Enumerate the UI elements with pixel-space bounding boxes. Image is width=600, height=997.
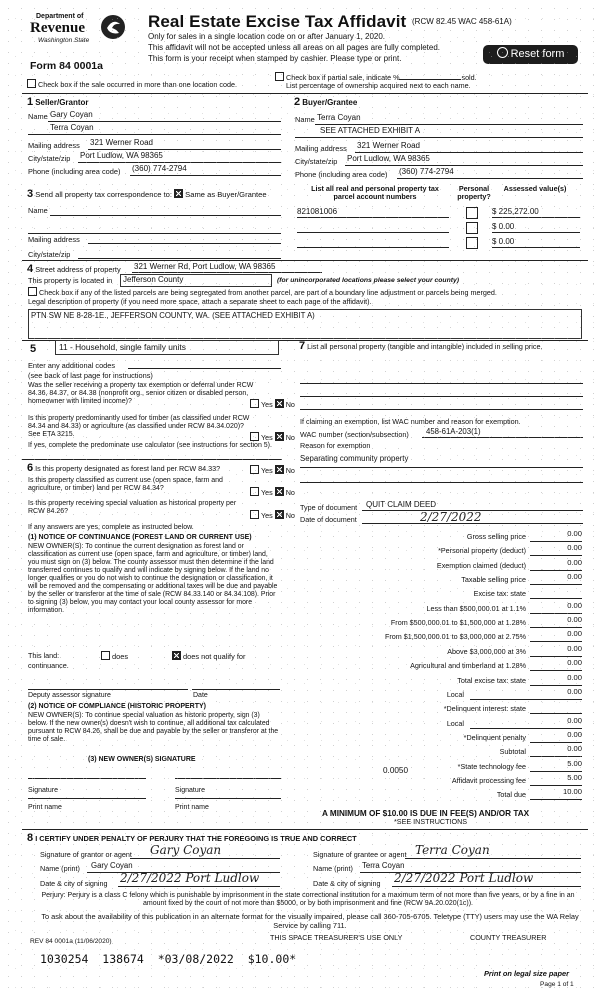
additional-codes-note: (see back of last page for instructions) <box>28 371 153 380</box>
sec5-q2-yes-checkbox[interactable] <box>250 432 259 441</box>
owner-print2-field[interactable] <box>175 790 281 799</box>
grantor-date-field[interactable] <box>118 872 280 887</box>
dept-line2: Revenue <box>30 20 85 36</box>
sec6-if-any: If any answers are yes, complete as instructed below. <box>28 524 194 531</box>
partial-sale-checkbox[interactable] <box>275 72 284 81</box>
street-value: 321 Werner Rd, Port Ludlow, WA 98365 <box>134 262 276 271</box>
section-6-number: 6 <box>27 462 34 474</box>
seller-mail-value: 321 Werner Road <box>90 138 153 147</box>
notice-1-text: NEW OWNER(S): To continue the current designation as forest land or classification as current use (open space, farm and agriculture, or timber) land, you must sign on (3) below. The county assessor must then determine if the land transferred continues to qualify and will indicate by signing below. If the land no longer qualifies or you do not wish to continue the designation or classification, it will be removed and the compensating or additional taxes will be due and payable by the seller or transferor at the time of sale (RCW 84.33.140 or 84.34.108). Prior to signing (3) below, you may contact your local county assessor for more information. <box>28 543 278 614</box>
perjury-notice: Perjury: Perjury is a class C felony which is punishable by imprisonment in the state correctional institution for a maximum term of not more than five years, or by a fine in an amount fixed by the court of not more than $5000, or by both imprisonment and fine (RCW 9A.20.020(1c)). <box>41 892 575 908</box>
same-as-buyer-label: Same as Buyer/Grantee <box>185 190 267 199</box>
sec6-q3-no-checkbox[interactable] <box>275 510 284 519</box>
no-label: No <box>285 400 295 409</box>
personal-property2-field[interactable] <box>300 388 583 397</box>
legal-label: Legal description of property (if you need more space, attach a separate sheet to each page of the affidavit). <box>28 297 372 306</box>
partial-sale-note: List percentage of ownership acquired next to each name. <box>286 81 471 90</box>
revision-label: REV 84 0001a (11/06/2020) <box>30 938 112 945</box>
reason-label: Reason for exemption <box>300 441 371 450</box>
minimum-due-note: A MINIMUM OF $10.00 IS DUE IN FEE(S) AND/OR TAX <box>322 809 530 818</box>
seller-name1-value: Gary Coyan <box>50 110 93 119</box>
segregated-text: Check box if any of the listed parcels are being segregated from another parcel, are part of a boundary line adjustment or parcels being merged. <box>39 288 497 297</box>
buyer-mail-label: Mailing address <box>295 144 347 153</box>
sec5-q2-yesno <box>250 432 295 442</box>
tax-row-label: Exemption claimed (deduct) <box>436 561 526 570</box>
assessed-value: $ 225,272.00 <box>492 207 539 216</box>
tax-row-label: Subtotal <box>499 747 526 756</box>
this-land-label: This land: <box>28 651 60 660</box>
grantee-signature: Terra Coyan <box>415 843 490 857</box>
reason2-field[interactable] <box>300 481 583 483</box>
dept-line3: Washington State <box>38 37 90 44</box>
wac-value: 458-61A-203(1) <box>426 427 481 436</box>
sec3-heading <box>27 188 267 201</box>
street-field[interactable] <box>132 262 322 273</box>
doc-date-field[interactable] <box>362 511 583 524</box>
grantor-date-label: Date & city of signing <box>40 879 108 888</box>
treasurer-stamp: 1030254 138674 *03/08/2022 $10.00* <box>40 952 297 966</box>
tax-row-value[interactable]: 0.00 <box>530 731 582 743</box>
header-line3-text: This form is your receipt when stamped by cashier. Please type or print. <box>148 54 402 63</box>
tax-row-value[interactable]: 0.00 <box>470 688 582 700</box>
tax-row-value[interactable]: 10.00 <box>530 788 582 800</box>
grantee-name-value: Terra Coyan <box>362 861 405 870</box>
sec6-q1-yesno <box>250 465 295 475</box>
grantor-signature-field[interactable] <box>130 844 280 859</box>
section-5-number: 5 <box>30 343 37 355</box>
tax-row-value[interactable] <box>530 587 582 599</box>
buyer-heading <box>294 96 357 109</box>
multi-location-row <box>27 79 237 89</box>
additional-codes-label: Enter any additional codes <box>28 361 116 370</box>
notice-2-text: NEW OWNER(S): To continue special valuation as historic property, sign (3) below. If the new owner(s) doesn't wish to continue, all additional tax calculated pursuant to RCW 84.26, shall be due and payable by the seller or transferor at the time of sale. <box>28 712 279 743</box>
doc-date-value: 2/27/2022 <box>420 510 482 524</box>
sec5-q2: Is this property predominantly used for timber (as classified under RCW 84.34 and 84.33) or agriculture (as classified under RCW 84.34.020)? See ETA 3215. <box>28 415 250 439</box>
tax-row-value[interactable]: 0.00 <box>530 659 582 671</box>
sec6-q2-yesno <box>250 487 295 497</box>
reason-field[interactable] <box>300 466 583 468</box>
reason-value: Separating community property <box>300 454 409 463</box>
buyer-name2-value: SEE ATTACHED EXHIBIT A <box>320 126 421 135</box>
form-title: Real Estate Excise Tax Affidavit <box>148 12 407 31</box>
deputy-date-label: Date <box>193 692 208 699</box>
tax-row-value[interactable]: 0.00 <box>530 745 582 757</box>
sec5-q2-no-checkbox[interactable] <box>275 432 284 441</box>
partial-sale-text: Check box if partial sale, indicate % <box>286 73 400 82</box>
sec3-city-field[interactable] <box>78 247 281 259</box>
doc-date-label: Date of document <box>300 515 357 524</box>
grantor-date-value: 2/27/2022 Port Ludlow <box>120 871 260 885</box>
does-not-option <box>172 651 245 662</box>
grantor-signature: Gary Coyan <box>150 843 222 857</box>
buyer-phone-label: Phone (including area code) <box>295 170 388 179</box>
yes-label: Yes <box>261 433 273 442</box>
tax-row-label: From $1,500,000.01 to $3,000,000 at 2.75% <box>384 632 526 641</box>
tax-row-value[interactable]: 0.00 <box>530 530 582 542</box>
tax-row-value[interactable]: 0.00 <box>530 645 582 657</box>
owner-signature2-field[interactable] <box>175 770 281 779</box>
seller-mail-field[interactable] <box>88 138 281 150</box>
county-value: Jefferson County <box>123 275 184 284</box>
street-label: Street address of property <box>35 265 121 274</box>
rcw-reference: (RCW 82.45 WAC 458-61A) <box>412 17 512 26</box>
assessed-value: $ 0.00 <box>492 237 515 246</box>
tax-row-label: Local <box>446 719 464 728</box>
reset-icon <box>497 47 508 58</box>
county-treasurer-label: COUNTY TREASURER <box>470 933 547 942</box>
sec6-q1: Is this property designated as forest land per RCW 84.33? <box>35 464 221 473</box>
sec7-text: List all personal property (tangible and intangible) included in selling price. <box>307 342 543 351</box>
sec3-city-label: City/state/zip <box>28 250 71 259</box>
county-note <box>277 277 459 285</box>
multi-location-checkbox[interactable] <box>27 79 36 88</box>
seller-phone-field[interactable] <box>130 164 281 176</box>
deputy-signature-field[interactable] <box>28 681 188 690</box>
seller-city-field[interactable] <box>78 151 281 163</box>
tax-row-label: *Delinquent interest: state <box>443 704 526 713</box>
buyer-phone-field[interactable] <box>397 167 583 179</box>
partial-percent-field[interactable] <box>399 79 461 80</box>
section-4-number: 4 <box>27 263 34 275</box>
tax-row-label: *Delinquent penalty <box>463 733 526 742</box>
sec6-q3-yes-checkbox[interactable] <box>250 510 259 519</box>
sec6-q3: Is this property receiving special valuation as historical property per RCW 84.26? <box>28 500 237 516</box>
use-code-value: 11 - Household, single family units <box>59 342 186 352</box>
tax-row-value[interactable]: 0.00 <box>470 717 582 729</box>
wac-label: WAC number (section/subsection) <box>300 430 409 439</box>
tax-row-label: Local <box>446 690 464 699</box>
divider-1 <box>22 93 588 94</box>
does-label: does <box>112 652 129 661</box>
buyer-name1-field[interactable] <box>315 113 583 125</box>
tax-row-label: Taxable selling price <box>461 575 526 584</box>
buyer-name1-value: Terra Coyan <box>317 113 361 122</box>
no-label: No <box>285 466 295 475</box>
tax-row-value[interactable]: 5.00 <box>530 774 582 786</box>
grantee-signature-field[interactable] <box>405 844 581 859</box>
parcel-number-field[interactable] <box>297 237 449 248</box>
tax-row-label: Total excise tax: state <box>457 676 526 685</box>
sec3-mail-label: Mailing address <box>28 235 80 244</box>
owner-signature-label: Signature <box>28 787 58 794</box>
seller-name1-field[interactable] <box>48 110 281 122</box>
reset-form-label: Reset form <box>510 48 565 60</box>
parcel-number-field[interactable] <box>297 207 449 218</box>
wac-field[interactable] <box>422 428 583 438</box>
legal-description-field[interactable] <box>28 309 582 339</box>
seller-heading-label: Seller/Grantor <box>35 98 89 107</box>
tax-row-label: Agricultural and timberland at 1.28% <box>410 661 526 670</box>
tax-row-label: From $500,000.01 to $1,500,000 at 1.28% <box>390 618 526 627</box>
section-1-number: 1 <box>27 96 34 108</box>
yes-label: Yes <box>261 466 273 475</box>
buyer-city-value: Port Ludlow, WA 98365 <box>347 154 430 163</box>
parcel-col-header: List all real and personal property tax parcel account numbers <box>311 184 439 202</box>
seller-name-label: Name <box>28 112 48 121</box>
sec3-text: Send all property tax correspondence to: <box>35 190 173 199</box>
personal-property-field[interactable] <box>300 375 583 384</box>
buyer-name2-field[interactable] <box>295 126 583 138</box>
notice-1-heading: (1) NOTICE OF CONTINUANCE (FOREST LAND OR CURRENT USE) <box>28 534 252 541</box>
form-number: Form 84 0001a <box>30 60 103 72</box>
grantee-sig-label: Signature of grantee or agent <box>313 850 407 859</box>
county-select[interactable] <box>120 274 272 287</box>
owner-signature2-label: Signature <box>175 787 205 794</box>
grantee-date-label: Date & city of signing <box>313 879 381 888</box>
notice-3-heading: (3) NEW OWNER(S) SIGNATURE <box>88 756 196 763</box>
grantee-date-field[interactable] <box>392 872 581 887</box>
no-label: No <box>285 511 295 520</box>
tax-row-value[interactable]: 0.00 <box>530 544 582 556</box>
sec4-street-row <box>27 263 121 276</box>
partial-sold-text: sold. <box>461 73 477 82</box>
no-label: No <box>285 488 295 497</box>
tax-row-value[interactable]: 5.00 <box>530 760 582 772</box>
county-note-text: (for unincorporated locations please select your county) <box>277 277 460 284</box>
owner-print-field[interactable] <box>28 790 146 799</box>
exemption-text: If claiming an exemption, list WAC number and reason for exemption. <box>300 417 521 426</box>
yes-label: Yes <box>261 511 273 520</box>
owner-print2-label: Print name <box>175 804 209 811</box>
parcel-number-field[interactable] <box>297 222 449 233</box>
sec3-mail-field[interactable] <box>88 232 281 244</box>
divider-8 <box>22 829 588 830</box>
dept-line1: Department of <box>36 13 84 20</box>
see-instructions: *SEE INSTRUCTIONS <box>394 817 468 826</box>
sec5-q1: Was the seller receiving a property tax exemption or deferral under RCW 84.36, 84.37, or 84.38 (nonprofit org., senior citizen or disabled person, homeowner with limited income)? <box>28 382 254 406</box>
sec6-q1-row <box>27 462 220 475</box>
tax-row-label: Total due <box>496 790 526 799</box>
sec7-heading <box>299 340 581 353</box>
certify-text: I CERTIFY UNDER PENALTY OF PERJURY THAT THE FOREGOING IS TRUE AND CORRECT <box>35 834 357 843</box>
tax-row-value[interactable]: 0.00 <box>530 573 582 585</box>
local-rate: 0.0050 <box>383 766 409 775</box>
seller-phone-label: Phone (including area code) <box>28 167 121 176</box>
buyer-mail-field[interactable] <box>355 141 583 153</box>
personal-col-header: Personal property? <box>457 184 491 202</box>
seller-heading <box>27 96 89 109</box>
no-label: No <box>285 433 295 442</box>
tax-row-label: Excise tax: state <box>473 589 526 598</box>
buyer-city-label: City/state/zip <box>295 157 338 166</box>
assessed-value-field[interactable] <box>492 237 580 248</box>
alt-format-notice: To ask about the availability of this publication in an alternate format for the visually impaired, please call 360-705-6705. Teletype (TTY) users may use the WA Relay Service by calling 711. <box>41 912 579 930</box>
does-not-label: does not qualify for <box>183 652 246 661</box>
sec6-q1-no-checkbox[interactable] <box>275 465 284 474</box>
buyer-heading-label: Buyer/Grantee <box>302 98 358 107</box>
legal-description-value: PTN SW NE 8-28-1E., JEFFERSON COUNTY, WA. (SEE ATTACHED EXHIBIT A) <box>31 311 315 320</box>
doc-type-label: Type of document <box>300 503 358 512</box>
sec5-q1-yesno <box>250 399 295 409</box>
segregated-checkbox[interactable] <box>28 287 37 296</box>
notice-2-heading: (2) NOTICE OF COMPLIANCE (HISTORIC PROPERTY) <box>28 703 206 710</box>
personal-property3-field[interactable] <box>300 401 583 410</box>
tax-row-label: Gross selling price <box>466 532 526 541</box>
sec5-q1-no-checkbox[interactable] <box>275 399 284 408</box>
tax-row-value[interactable]: 0.00 <box>530 630 582 642</box>
header-line2: This affidavit will not be accepted unless all areas on all pages are fully completed. <box>148 43 441 52</box>
assessed-value-field[interactable] <box>492 207 580 218</box>
section-2-number: 2 <box>294 96 301 108</box>
section-7-number: 7 <box>299 340 306 352</box>
divider-4 <box>22 260 588 261</box>
grantor-name-label: Name (print) <box>40 864 80 873</box>
parcel-number-value: 821081006 <box>297 207 338 216</box>
personal-property-checkbox[interactable] <box>466 222 478 234</box>
owner-signature-field[interactable] <box>28 770 146 779</box>
tax-row-value[interactable]: 0.00 <box>530 602 582 614</box>
seller-name2-value: Terra Coyan <box>50 123 94 132</box>
buyer-city-field[interactable] <box>345 154 583 166</box>
sec5-q1-yes-checkbox[interactable] <box>250 399 259 408</box>
use-code-select[interactable] <box>55 340 279 355</box>
seller-name2-field[interactable] <box>28 123 281 135</box>
tax-row-value[interactable]: 0.00 <box>530 559 582 571</box>
sec3-name-label: Name <box>28 206 48 215</box>
assessed-col-header: Assessed value(s) <box>503 184 567 193</box>
additional-codes-field[interactable] <box>128 360 281 369</box>
tax-row-value[interactable]: 0.00 <box>530 674 582 686</box>
tax-row-value[interactable]: 0.00 <box>530 616 582 628</box>
grantor-name-value: Gary Coyan <box>91 861 133 870</box>
sec6-q2: Is this property classified as current use (open space, farm and agriculture, or timber) land per RCW 84.34? <box>28 477 223 493</box>
seller-mail-label: Mailing address <box>28 141 80 150</box>
seller-city-value: Port Ludlow, WA 98365 <box>80 151 163 160</box>
grantee-name-label: Name (print) <box>313 864 353 873</box>
does-option <box>101 651 128 662</box>
sec5-q2b: If yes, complete the predominate use calculator (see instructions for section 5). <box>28 442 272 449</box>
assessed-value: $ 0.00 <box>492 222 515 231</box>
owner-print-label: Print name <box>28 804 62 811</box>
deputy-signature-label: Deputy assessor signature <box>28 692 111 699</box>
print-legal-note: Print on legal size paper <box>484 969 570 978</box>
page-number: Page 1 of 1 <box>540 981 574 988</box>
assessed-value-field[interactable] <box>492 222 580 233</box>
grantee-date-value: 2/27/2022 Port Ludlow <box>394 871 534 885</box>
tax-row-label: *State technology fee <box>457 762 526 771</box>
tax-row-label: Less than $500,000.01 at 1.1% <box>426 604 526 613</box>
seller-phone-value: (360) 774-2794 <box>132 164 187 173</box>
section-3-number: 3 <box>27 188 34 200</box>
tax-row-label: Above $3,000,000 at 3% <box>447 647 526 656</box>
tax-row-label: Affidavit processing fee <box>451 776 526 785</box>
buyer-phone-value: (360) 774-2794 <box>399 167 454 176</box>
header-line3 <box>148 54 401 63</box>
header-line1: Only for sales in a single location code on or after January 1, 2020. <box>148 32 386 41</box>
buyer-name-label: Name <box>295 115 315 124</box>
buyer-mail-value: 321 Werner Road <box>357 141 420 150</box>
tax-row-label: *Personal property (deduct) <box>438 546 526 555</box>
reset-form-button[interactable] <box>483 45 578 64</box>
deputy-date-field[interactable] <box>192 681 280 690</box>
seller-city-label: City/state/zip <box>28 154 71 163</box>
section-8-number: 8 <box>27 832 34 844</box>
divider-6 <box>22 459 282 460</box>
tax-row-value[interactable] <box>530 702 582 714</box>
yes-label: Yes <box>261 488 273 497</box>
dor-logo <box>22 12 134 60</box>
multi-location-text: Check box if the sale occurred in more than one location code. <box>38 80 237 89</box>
personal-property-checkbox[interactable] <box>466 237 478 249</box>
does-checkbox[interactable] <box>101 651 110 660</box>
doc-type-value: QUIT CLAIM DEED <box>366 500 437 509</box>
sec6-q3-yesno <box>250 510 295 520</box>
does-not-checkbox[interactable] <box>172 651 181 660</box>
wa-seal-icon <box>100 14 126 40</box>
sec6-q2-no-checkbox[interactable] <box>275 487 284 496</box>
sec6-q1-yes-checkbox[interactable] <box>250 465 259 474</box>
segregated-row <box>28 287 497 297</box>
treasurer-space-label: THIS SPACE TREASURER'S USE ONLY <box>270 933 403 942</box>
sec3-name-field[interactable] <box>50 204 281 216</box>
continuance-label: continuance. <box>28 661 69 670</box>
yes-label: Yes <box>261 400 273 409</box>
same-as-buyer-checkbox[interactable] <box>174 189 183 198</box>
personal-property-checkbox[interactable] <box>466 207 478 219</box>
located-label: This property is located in <box>28 276 113 285</box>
grantor-sig-label: Signature of grantor or agent <box>40 850 132 859</box>
sec6-q2-yes-checkbox[interactable] <box>250 487 259 496</box>
